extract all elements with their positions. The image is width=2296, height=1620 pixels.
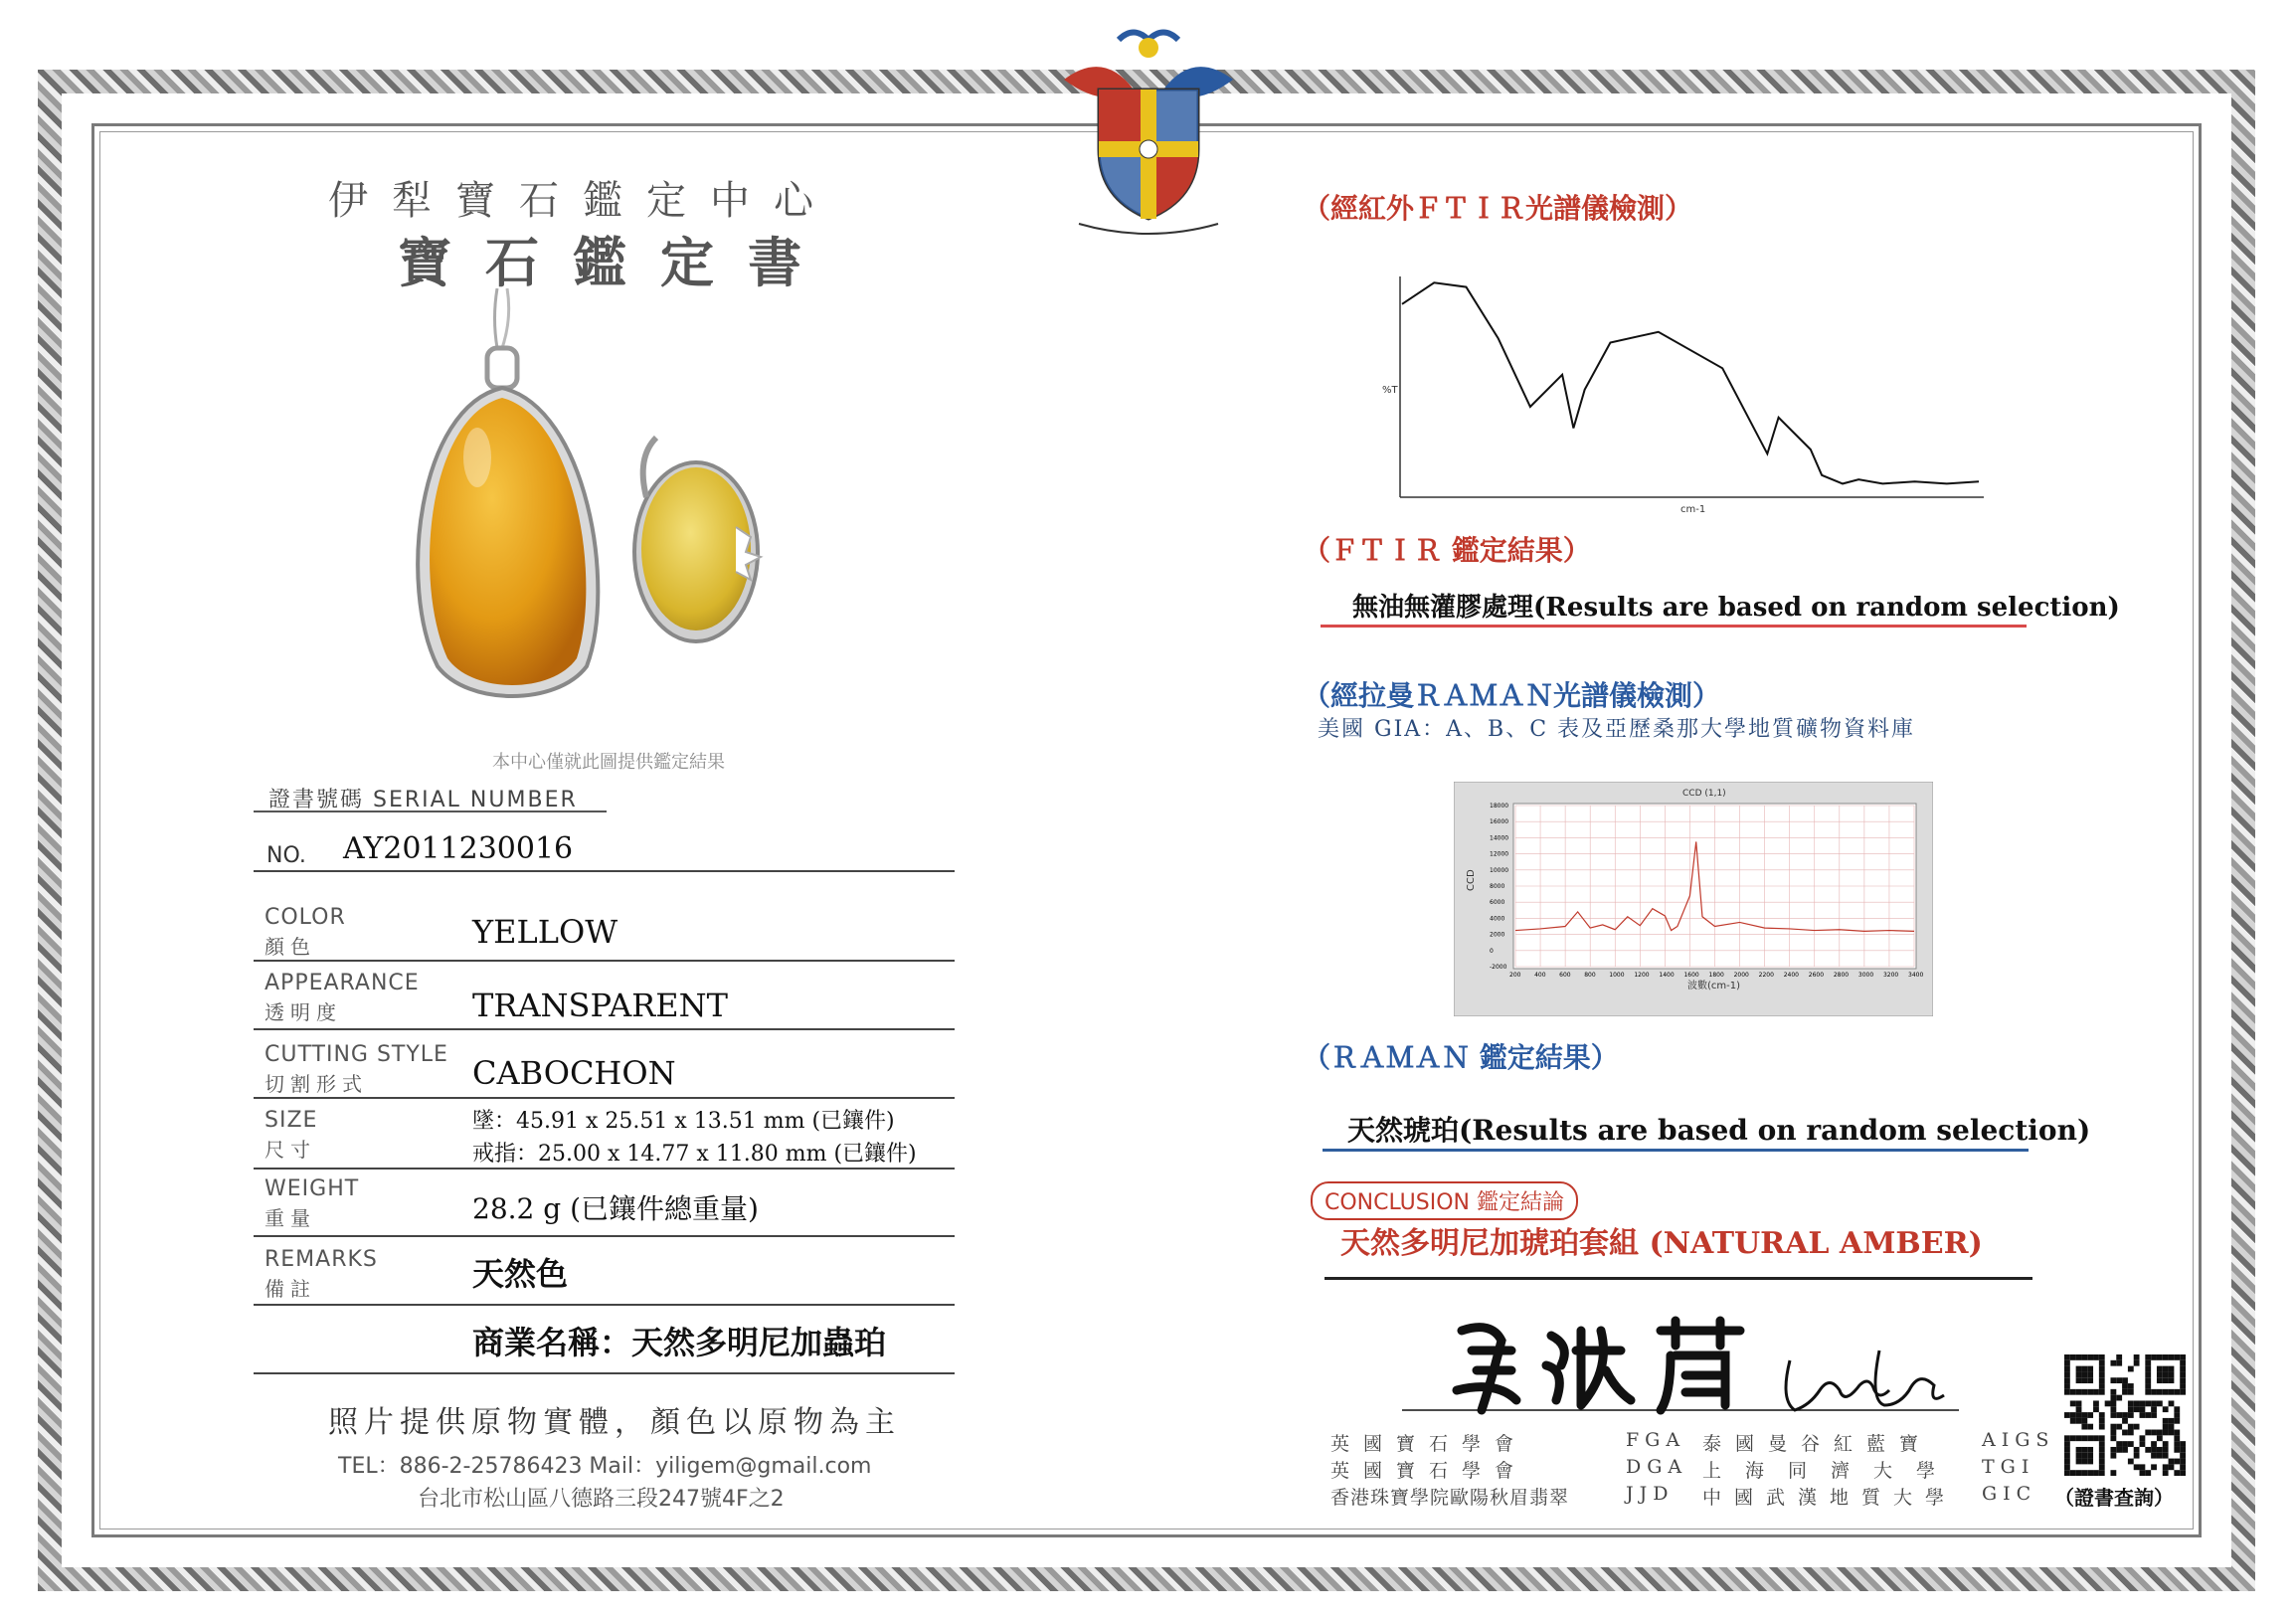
no-label: NO. <box>266 843 306 868</box>
raman-y-tick-label: 18000 <box>1490 803 1509 810</box>
cutting-style-label-zh: 切割形式 <box>265 1072 368 1096</box>
divider <box>254 870 955 872</box>
raman-x-tick-label: 3000 <box>1857 972 1874 979</box>
serial-number: AY2011230016 <box>343 831 574 866</box>
ftir-heading: （經紅外ＦＴＩＲ光譜儀檢測） <box>1303 192 1693 225</box>
raman-x-tick-label: 600 <box>1559 972 1571 979</box>
raman-x-tick-label: 200 <box>1509 972 1521 979</box>
divider <box>254 1168 955 1170</box>
size-ring-value: 戒指：25.00 x 14.77 x 11.80 mm (已鑲件) <box>472 1142 917 1167</box>
credential-org2-1: 泰國曼谷紅藍寶 <box>1702 1433 1933 1455</box>
credential-org-1: 英國寶石學會 <box>1330 1433 1528 1455</box>
appearance-label-zh: 透明度 <box>265 1000 342 1024</box>
raman-database: 美國 GIA：A、B、C 表及亞歷桑那大學地質礦物資料庫 <box>1318 717 1916 742</box>
raman-x-tick-label: 2000 <box>1733 972 1749 979</box>
raman-x-tick-label: 2400 <box>1783 972 1799 979</box>
raman-y-tick-label: 6000 <box>1490 899 1505 907</box>
raman-heading: （經拉曼ＲＡＭＡＮ光譜儀檢測） <box>1303 679 1721 712</box>
appearance-label-en: APPEARANCE <box>265 971 420 995</box>
color-label-en: COLOR <box>265 905 346 930</box>
conclusion-label: CONCLUSION 鑑定結論 <box>1311 1181 1578 1220</box>
size-label-en: SIZE <box>265 1108 318 1133</box>
size-pendant-value: 墜：45.91 x 25.51 x 13.51 mm (已鑲件) <box>472 1109 895 1134</box>
remarks-label-zh: 備註 <box>265 1277 316 1301</box>
divider <box>254 1372 955 1374</box>
credential-org-3: 香港珠寶學院歐陽秋眉翡翠 <box>1330 1487 1570 1509</box>
credential-code2-2: TGI <box>1982 1456 2035 1478</box>
qr-verify-label: （證書查詢） <box>2054 1486 2174 1510</box>
raman-x-tick-label: 1400 <box>1659 972 1675 979</box>
amber-jewelry-photo <box>358 288 855 716</box>
raman-y-tick-label: 10000 <box>1490 866 1509 874</box>
weight-label-zh: 重量 <box>265 1206 316 1230</box>
serial-number-label: 證書號碼 SERIAL NUMBER <box>268 788 578 812</box>
divider <box>254 1304 955 1306</box>
raman-x-tick-label: 800 <box>1584 972 1596 979</box>
signature-image <box>1402 1311 1959 1420</box>
raman-title: CCD (1,1) <box>1682 789 1726 799</box>
raman-x-tick-label: 3400 <box>1908 972 1924 979</box>
ftir-y-label: %T <box>1382 385 1398 396</box>
credential-code-1: FGA <box>1626 1429 1686 1451</box>
raman-x-tick-label: 400 <box>1534 972 1546 979</box>
raman-y-tick-label: 16000 <box>1490 818 1509 826</box>
raman-x-tick-label: 2800 <box>1833 972 1850 979</box>
credential-code-2: DGA <box>1626 1456 1688 1478</box>
contact-info: TEL：886-2-25786423 Mail：yiligem@gmail.com <box>338 1454 872 1479</box>
qr-code-icon[interactable] <box>2064 1354 2186 1476</box>
credential-code2-3: GIC <box>1982 1483 2037 1505</box>
raman-y-tick-label: 8000 <box>1490 883 1505 890</box>
credential-code-3: JJD <box>1626 1483 1675 1505</box>
raman-x-tick-label: 1000 <box>1609 972 1625 979</box>
photo-note: 照片提供原物實體，顏色以原物為主 <box>328 1405 901 1440</box>
raman-y-tick-label: 0 <box>1490 947 1494 955</box>
address: 台北市松山區八德路三段247號4F之2 <box>418 1487 785 1512</box>
ftir-result-heading: （ＦＴＩＲ 鑑定結果） <box>1303 534 1591 567</box>
color-label-zh: 顏色 <box>265 935 316 959</box>
divider <box>1323 1149 2029 1152</box>
credential-org-2: 英國寶石學會 <box>1330 1460 1528 1482</box>
crest-emblem-icon <box>1049 20 1248 239</box>
ftir-x-label: cm-1 <box>1680 504 1706 515</box>
divider <box>254 1097 955 1099</box>
ftir-result: 無油無灌膠處理(Results are based on random selection) <box>1352 593 2120 623</box>
raman-x-label: 波數(cm-1) <box>1687 981 1741 991</box>
raman-result: 天然琥珀(Results are based on random selection) <box>1347 1114 2091 1147</box>
ftir-series-line <box>1402 282 1979 483</box>
conclusion-value: 天然多明尼加琥珀套組 (NATURAL AMBER) <box>1340 1226 1983 1261</box>
photo-caption: 本中心僅就此圖提供鑑定結果 <box>492 752 725 773</box>
remarks-value: 天然色 <box>472 1255 569 1293</box>
cutting-style-value: CABOCHON <box>472 1054 676 1092</box>
divider <box>254 960 955 962</box>
center-name: 伊犁寶石鑑定中心 <box>328 178 837 224</box>
raman-y-label: CCD <box>1466 869 1477 891</box>
raman-x-tick-label: 1200 <box>1634 972 1650 979</box>
divider <box>254 810 607 812</box>
raman-y-tick-label: 4000 <box>1490 915 1505 923</box>
divider <box>254 1235 955 1237</box>
credential-org2-2: 上海同濟大學 <box>1702 1460 1960 1482</box>
raman-x-tick-label: 2200 <box>1758 972 1774 979</box>
raman-spectrum-chart <box>1454 782 1933 1016</box>
divider <box>254 1028 955 1030</box>
raman-x-tick-label: 2600 <box>1808 972 1825 979</box>
divider <box>1325 1277 2032 1280</box>
color-value: YELLOW <box>472 913 618 951</box>
raman-y-tick-label: 14000 <box>1490 834 1509 842</box>
raman-x-tick-label: 1600 <box>1683 972 1699 979</box>
weight-label-en: WEIGHT <box>265 1176 360 1201</box>
credential-org2-3: 中國武漢地質大學 <box>1702 1487 1958 1509</box>
trade-name: 商業名稱：天然多明尼加蟲珀 <box>472 1324 887 1361</box>
appearance-value: TRANSPARENT <box>472 987 728 1024</box>
size-label-zh: 尺寸 <box>265 1138 316 1162</box>
document-title: 寶石鑑定書 <box>398 231 835 294</box>
cutting-style-label-en: CUTTING STYLE <box>265 1042 448 1067</box>
raman-x-tick-label: 3200 <box>1882 972 1899 979</box>
raman-y-tick-label: -2000 <box>1490 964 1507 971</box>
weight-value: 28.2 g (已鑲件總重量) <box>472 1192 759 1225</box>
raman-x-tick-label: 1800 <box>1708 972 1724 979</box>
raman-y-tick-label: 2000 <box>1490 931 1505 939</box>
credential-code2-1: AIGS <box>1982 1429 2055 1451</box>
ftir-spectrum-chart <box>1382 269 1999 517</box>
remarks-label-en: REMARKS <box>265 1247 378 1272</box>
raman-y-tick-label: 12000 <box>1490 850 1509 858</box>
divider <box>1321 625 2027 628</box>
raman-result-heading: （ＲＡＭＡＮ 鑑定結果） <box>1303 1041 1619 1074</box>
